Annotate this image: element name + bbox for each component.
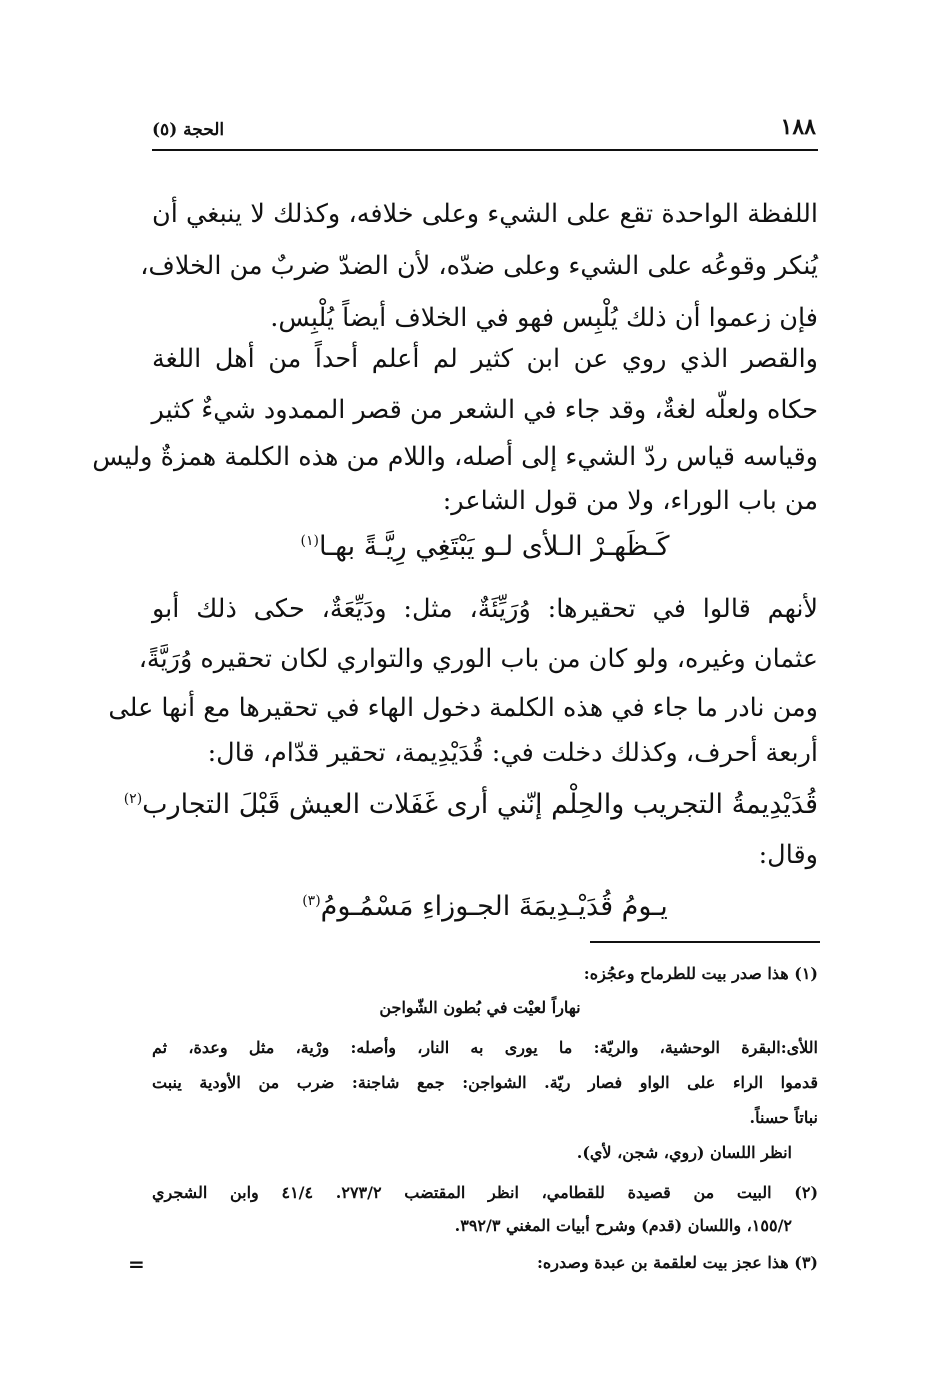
- body-line: وقياسه قياس ردّ الشيء إلى أصله، واللام من هذه الكلمة همزةٌ وليس: [92, 442, 818, 472]
- footnote-line: (٣) هذا عجز بيت لعلقمة بن عبدة وصدره:: [536, 1253, 818, 1272]
- body-line: عثمان وغيره، ولو كان من باب الوري والتواري لكان تحقيره وُرَيَّةً،: [138, 644, 818, 674]
- continuation-mark: =: [128, 1252, 145, 1276]
- footnote-line: اللأى:البقرة الوحشية، والريّة: ما يورى به النار، وأصله: ورْية، مثل وعدة، ثم: [152, 1038, 818, 1057]
- footnote-line: قدموا الراء على الواو فصار ريّة. الشواجن: جمع شاجنة: ضرب من الأودية ينبت: [152, 1073, 818, 1092]
- footnote-marker: (١): [300, 533, 320, 549]
- body-line: من باب الوراء، ولا من قول الشاعر:: [442, 486, 818, 516]
- footnote-line: ١٥٥/٢، واللسان (قدم) وشرح أبيات المغني ٣٩٢/٣.: [454, 1216, 792, 1235]
- verse-text: قُدَيْدِيمةُ التجريب والحِلْم إنّني أرى غَفَلات العيش قَبْلَ التجارب: [142, 789, 818, 820]
- footnote-marker: (٣): [302, 893, 321, 909]
- footnote-rule: [590, 941, 820, 943]
- footnote-line: انظر اللسان (روي، شجن، لأي).: [576, 1143, 792, 1162]
- header-rule: [152, 149, 818, 151]
- body-line: والقصر الذي روي عن ابن كثير لم أعلم أحداً من أهل اللغة: [152, 344, 818, 374]
- body-line: أربعة أحرف، وكذلك دخلت في: قُدَيْدِيمة، تحقير قدّام، قال:: [207, 738, 818, 768]
- footnote-line: (١) هذا صدر بيت للطرماح وعجُزه:: [583, 964, 818, 983]
- body-line: وقال:: [758, 840, 818, 870]
- body-line: لأنهم قالوا في تحقيرها: وُرَيِّئَةٌ، مثل: ودَيِّعَةٌ، حكى ذلك أبو: [152, 594, 818, 624]
- body-line: حكاه ولعلّه لغةٌ، وقد جاء في الشعر من قصر الممدود شيءٌ كثير: [151, 395, 818, 425]
- body-line: ومن نادر ما جاء في هذه الكلمة دخول الهاء في تحقيرها مع أنها على: [108, 693, 818, 723]
- verse-text: كَـظَهـرْ الـلأى لـو يَبْتَغِي رِيَّـةً بهـا: [319, 531, 670, 562]
- footnote-marker: (٢): [123, 791, 143, 807]
- body-line: اللفظة الواحدة تقع على الشيء وعلى خلافه، وكذلك لا ينبغي أن: [152, 199, 818, 229]
- verse-line: [152, 518, 818, 576]
- footnote-line: نباتاً حسناً.: [749, 1108, 818, 1127]
- footnote-verse: نهاراً لعيْت في بُطون الشّواجن: [379, 998, 581, 1017]
- body-line: فإن زعموا أن ذلك يُلْبِس فهو في الخلاف أيضاً يُلْبِس.: [270, 303, 818, 333]
- footnote-line: (٢) البيت من قصيدة للقطامي، انظر المقتضب ٢٧٣/٢. ٤١/٤ وابن الشجري: [152, 1183, 819, 1202]
- page-number: ١٨٨: [780, 114, 816, 140]
- running-title: الحجة (٥): [152, 120, 225, 140]
- verse-text: يـومُ قُدَيْـدِيمَةَ الجـوزاءِ مَسْمُـومُ: [320, 891, 668, 922]
- page-header: [152, 110, 816, 140]
- verse-line: [152, 878, 818, 936]
- body-line: يُنكر وقوعُه على الشيء وعلى ضدّه، لأن الضدّ ضربٌ من الخلاف،: [140, 251, 818, 281]
